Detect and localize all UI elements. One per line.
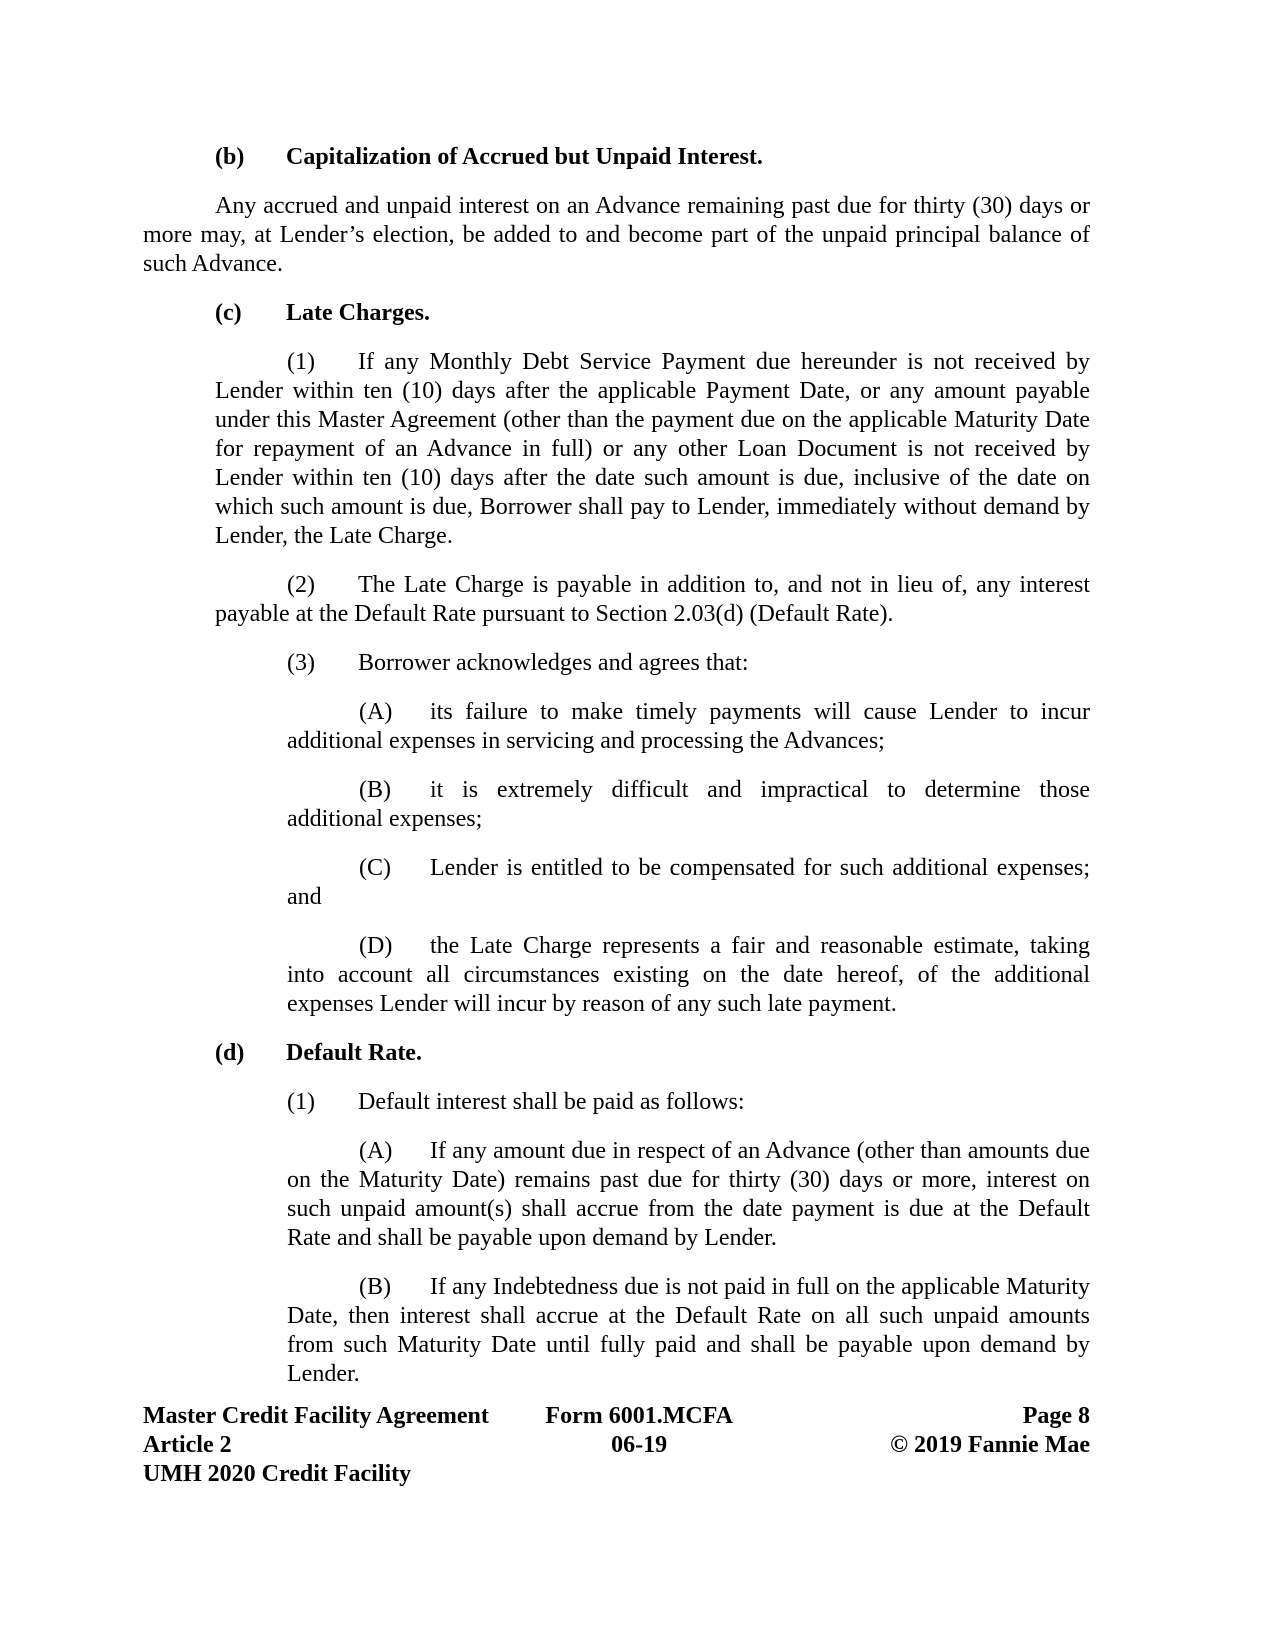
footer-copyright: © 2019 Fannie Mae [890,1432,1091,1458]
section-label: (b) [215,144,245,170]
footer-right [789,1402,1090,1489]
section-heading-d [143,1039,1090,1068]
paragraph-label: (3) [287,650,315,676]
lettered-paragraph [143,698,1090,756]
paragraph-text: Lender is entitled to be compensated for such additional expenses; and [287,855,1090,910]
footer-page-number: Page 8 [1022,1403,1091,1429]
paragraph-label: (1) [287,1089,315,1115]
lettered-paragraph [143,1273,1090,1389]
paragraph-label: (B) [359,777,391,803]
paragraph-label: (2) [287,572,315,598]
paragraph-text: Any accrued and unpaid interest on an Advance remaining past due for thirty (30) days or more may, at Lender’s election, be added to and become part of the unpaid principal balance of such Advance. [143,193,1090,277]
paragraph-text: Borrower acknowledges and agrees that: [358,650,749,676]
paragraph-text: If any amount due in respect of an Advance (other than amounts due on the Maturity Date) remains past due for thirty (30) days or more, interest on such unpaid amount(s) shall accrue from the date payment is due at the Default Rate and shall be payable upon demand by Lender. [287,1138,1090,1251]
numbered-paragraph [143,571,1090,629]
paragraph-text: it is extremely difficult and impractical to determine those additional expenses; [287,777,1090,832]
footer-form-number: Form 6001.MCFA [545,1403,733,1429]
footer-document-title: Master Credit Facility Agreement [143,1403,489,1429]
document-body [143,143,1090,1389]
body-paragraph [143,192,1090,279]
footer-left [143,1402,489,1489]
paragraph-text: Default interest shall be paid as follows: [358,1089,745,1115]
section-heading-c [143,299,1090,328]
section-heading-b [143,143,1090,172]
footer-center [489,1402,790,1489]
lettered-paragraph [143,854,1090,912]
section-title: Capitalization of Accrued but Unpaid Interest. [286,144,763,170]
footer-form-date: 06-19 [611,1432,668,1458]
numbered-paragraph [143,348,1090,551]
section-label: (d) [215,1040,245,1066]
section-title: Default Rate. [286,1040,422,1066]
numbered-paragraph [143,649,1090,678]
paragraph-label: (A) [359,699,393,725]
paragraph-text: its failure to make timely payments will cause Lender to incur additional expenses in servicing and processing the Advances; [287,699,1090,754]
section-label: (c) [215,300,242,326]
paragraph-label: (C) [359,855,391,881]
paragraph-label: (B) [359,1274,391,1300]
lettered-paragraph [143,776,1090,834]
paragraph-text: If any Indebtedness due is not paid in full on the applicable Maturity Date, then interest shall accrue at the Default Rate on all such unpaid amounts from such Maturity Date until fully paid and shall be payable upon demand by Lender. [287,1274,1090,1387]
paragraph-label: (A) [359,1138,393,1164]
footer-facility: UMH 2020 Credit Facility [143,1461,412,1487]
numbered-paragraph [143,1088,1090,1117]
paragraph-text: If any Monthly Debt Service Payment due hereunder is not received by Lender within ten (10) days after the applicable Payment Date, or any amount payable under this Master Agreement (other than the payment due on the applicable Maturity Date for repayment of an Advance in full) or any other Loan Document is not received by Lender within ten (10) days after the date such amount is due, inclusive of the date on which such amount is due, Borrower shall pay to Lender, immediately without demand by Lender, the Late Charge. [215,349,1090,549]
paragraph-label: (D) [359,933,393,959]
paragraph-text: the Late Charge represents a fair and reasonable estimate, taking into account all circumstances existing on the date hereof, of the additional expenses Lender will incur by reason of any such late payment. [287,933,1090,1017]
footer-article: Article 2 [143,1432,232,1458]
paragraph-text: The Late Charge is payable in addition to, and not in lieu of, any interest payable at the Default Rate pursuant to Section 2.03(d) (Default Rate). [215,572,1090,627]
lettered-paragraph [143,932,1090,1019]
paragraph-label: (1) [287,349,315,375]
page-footer [143,1402,1090,1489]
lettered-paragraph [143,1137,1090,1253]
section-title: Late Charges. [286,300,430,326]
